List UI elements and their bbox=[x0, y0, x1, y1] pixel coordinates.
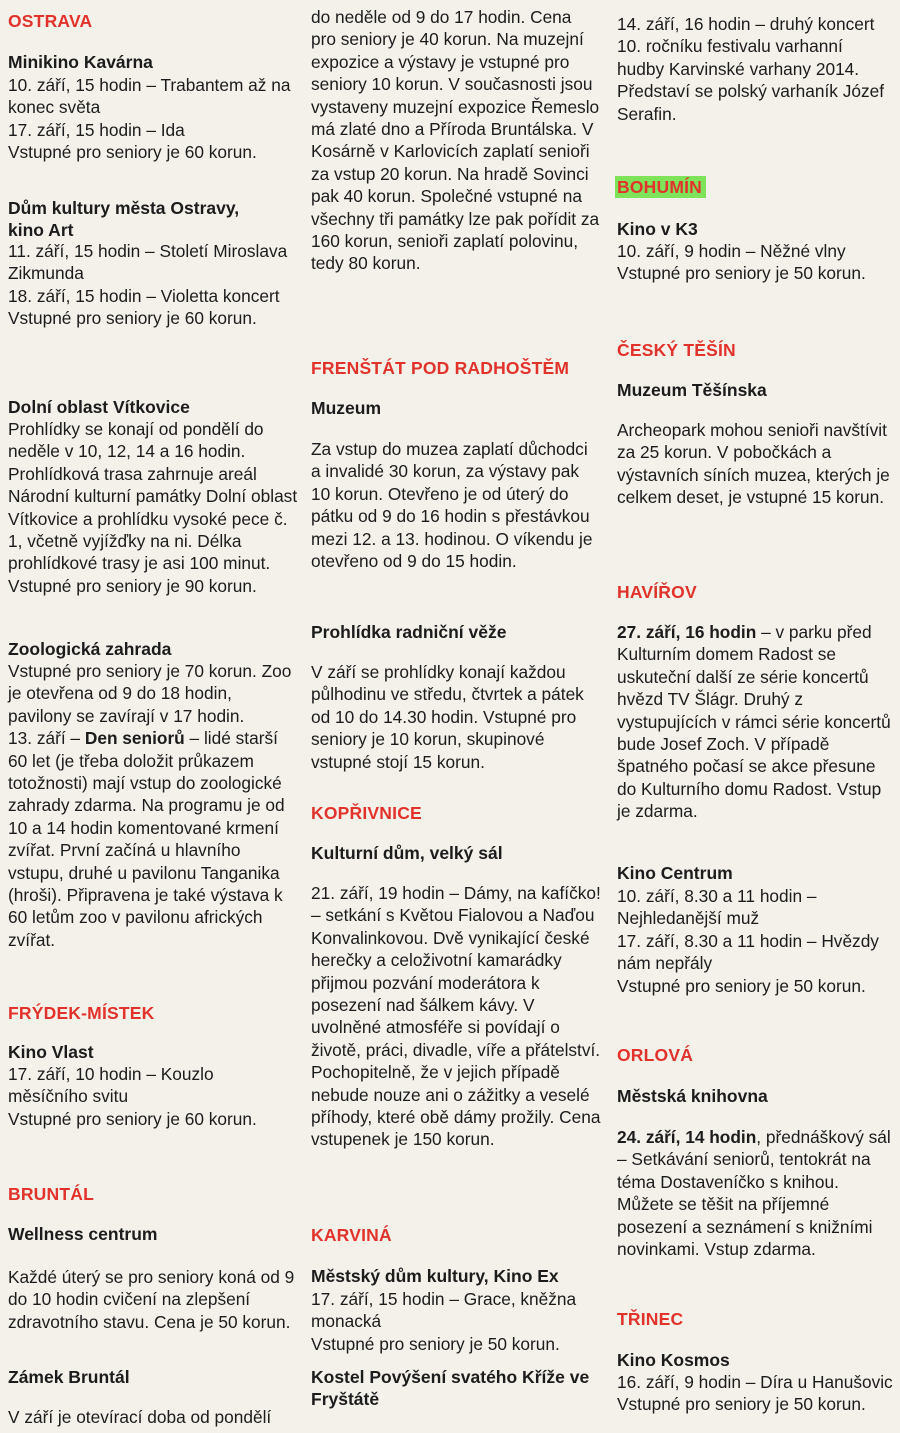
venue-title-kostel: Kostel Povýšení svatého Kříže ve Fryštátě bbox=[311, 1367, 590, 1410]
region-heading-cesky-tesin: ČESKÝ TĚŠÍN bbox=[617, 340, 736, 360]
venue-title-kino-kosmos: Kino Kosmos bbox=[617, 1350, 730, 1370]
venue-text-dk-ostrava: 11. září, 15 hodin – Století Miroslava Zikmunda 18. září, 15 hodin – Violetta koncert Vstupné pro seniory je 60 korun. bbox=[8, 241, 288, 329]
region-heading-frydek-mistek: FRÝDEK-MÍSTEK bbox=[8, 1003, 155, 1023]
venue-text-zoo bbox=[8, 660, 298, 951]
venue-text-kino-kosmos: 16. září, 9 hodin – Díra u Hanušovic Vstupné pro seniory je 50 korun. bbox=[617, 1372, 893, 1415]
venue-text-minikino-kavarna: 10. září, 15 hodin – Trabantem až na konec světa 17. září, 15 hodin – Ida Vstupné pro seniory je 60 korun. bbox=[8, 75, 291, 163]
havirov-text: – v parku před Kulturním domem Radost se uskuteční další ze série koncertů hvězd TV Šlágr. Druhý z vystupujících v rámci série koncertů bude Josef Zoch. V případě špatného počasí se akce přesune do Kulturního domu Radost. Vstup je zdarma. bbox=[617, 622, 891, 822]
zoo-text-part1: Vstupné pro seniory je 70 korun. Zoo je otevřena od 9 do 18 hodin, pavilony se zavírají v 17 hodin. 13. září – bbox=[8, 661, 292, 749]
region-heading-bruntal: BRUNTÁL bbox=[8, 1184, 94, 1204]
venue-title-mdk-kino-ex: Městský dům kultury, Kino Ex bbox=[311, 1266, 559, 1286]
venue-text-muzeum-frenstat: Za vstup do muzea zaplatí důchodci a invalidé 30 korun, za výstavy pak 10 korun. Otevřeno je od úterý do pátku od 9 do 16 hodin s přestávkou mezi 12. a 13. hodinou. O víkendu je otevřeno od 9 do 15 hodin. bbox=[311, 439, 593, 572]
venue-text-muzeum-tesinska: Archeopark mohou senioři navštívit za 25 korun. V pobočkách a výstavních síních muzea, kterých je celkem deset, je vstupné 15 korun. bbox=[617, 420, 890, 508]
venue-text-wellness: Každé úterý se pro seniory koná od 9 do 10 hodin cvičení na zlepšení zdravotního stavu. Cena je 50 korun. bbox=[8, 1267, 295, 1332]
orlova-date: 24. září, 14 hodin bbox=[617, 1127, 757, 1147]
orlova-text: , přednáškový sál – Setkávání seniorů, tentokrát na téma Dostaveníčko s knihou. Můžete se těšit na příjemné posezení a seznámení s knižními novinkami. Vstup zdarma. bbox=[617, 1127, 891, 1260]
venue-text-havirov-koncert bbox=[617, 621, 893, 823]
venue-title-mestska-knihovna: Městská knihovna bbox=[617, 1086, 768, 1106]
venue-text-kino-k3: 10. září, 9 hodin – Něžné vlny Vstupné pro seniory je 50 korun. bbox=[617, 241, 866, 284]
venue-text-radnicni-vez: V září se prohlídky konají každou půlhodinu ve středu, čtvrtek a pátek od 10 do 14.30 hodin. Vstupné pro seniory je 10 korun, skupinové vstupné stojí 15 korun. bbox=[311, 662, 584, 772]
region-heading-havirov: HAVÍŘOV bbox=[617, 582, 697, 602]
venue-title-kulturni-dum: Kulturní dům, velký sál bbox=[311, 843, 503, 863]
zoo-den-senioru: Den seniorů bbox=[84, 728, 185, 749]
venue-title-radnicni-vez: Prohlídka radniční věže bbox=[311, 622, 507, 642]
region-heading-karvina: KARVINÁ bbox=[311, 1225, 392, 1245]
venue-title-minikino-kavarna: Minikino Kavárna bbox=[8, 52, 153, 72]
region-heading-bohumin: BOHUMÍN bbox=[615, 176, 706, 198]
zoo-text-part2: – lidé starší 60 let (je třeba doložit průkazem totožnosti) mají vstup do zoologické zahrady zdarma. Na programu je od 10 a 14 hodin komentované krmení zvířat. První začíná u hlavního vstupu, druhé u pavilonu Tanganika (hroši). Připravena je také výstava k 60 letům zoo v pavilonu afrických zvířat. bbox=[8, 728, 285, 950]
venue-title-wellness: Wellness centrum bbox=[8, 1224, 158, 1244]
venue-title-kino-k3: Kino v K3 bbox=[617, 219, 698, 239]
venue-text-zamek-bruntal: V září je otevírací doba od pondělí bbox=[8, 1407, 272, 1427]
havirov-date: 27. září, 16 hodin bbox=[617, 622, 757, 642]
venue-text-kostel: 14. září, 16 hodin – druhý koncert 10. ročníku festivalu varhanní hudby Karvinské varhany 2014. Představí se polský varhaník Józef Serafin. bbox=[617, 14, 885, 124]
venue-title-kino-vlast: Kino Vlast bbox=[8, 1042, 94, 1062]
venue-text-zamek-bruntal-continued: do neděle od 9 do 17 hodin. Cena pro seniory je 40 korun. Na muzejní expozice a výstavy je vstupné pro seniory 10 korun. V současnosti jsou vystaveny muzejní expozice Řemeslo má zlaté dno a Příroda Bruntálska. V Kosárně v Karlovicích zaplatí senioři za vstup 20 korun. Na hradě Sovinci pak 40 korun. Společné vstupné na všechny tři památky lze pak pořídit za 160 korun, senioři zaplatí polovinu, tedy 80 korun. bbox=[311, 7, 600, 274]
venue-title-kino-centrum: Kino Centrum bbox=[617, 863, 733, 883]
venue-text-kulturni-dum: 21. září, 19 hodin – Dámy, na kafíčko! – setkání s Květou Fialovou a Naďou Konvalinkovou. Dvě vynikající české herečky a celoživotní kamarádky přijmou pozvání moderátora k posezení nad šálkem kávy. V uvolněné atmosféře si povídají o životě, práci, divadle, víře a přátelství. Pochopitelně, že v jejich případě nebude nouze ani o zážitky a veselé příhody, které obě dámy prožily. Cena vstupenek je 150 korun. bbox=[311, 883, 601, 1150]
venue-title-zoo: Zoologická zahrada bbox=[8, 639, 172, 659]
venue-text-mdk-kino-ex: 17. září, 15 hodin – Grace, kněžna monacká Vstupné pro seniory je 50 korun. bbox=[311, 1289, 577, 1354]
venue-title-vitkovice: Dolní oblast Vítkovice bbox=[8, 397, 190, 417]
venue-text-kino-vlast: 17. září, 10 hodin – Kouzlo měsíčního svitu Vstupné pro seniory je 60 korun. bbox=[8, 1064, 257, 1129]
venue-text-vitkovice: Prohlídky se konají od pondělí do neděle v 10, 12, 14 a 16 hodin. Prohlídková trasa zahrnuje areál Národní kulturní památky Dolní oblast Vítkovice a prohlídku vysoké pece č. 1, včetně vyjížďky na ni. Délka prohlídkové trasy je asi 100 minut. Vstupné pro seniory je 90 korun. bbox=[8, 419, 298, 596]
venue-text-kino-centrum: 10. září, 8.30 a 11 hodin – Nejhledanější muž 17. září, 8.30 a 11 hodin – Hvězdy nám nepřály Vstupné pro seniory je 50 korun. bbox=[617, 886, 879, 996]
region-heading-koprivnice: KOPŘIVNICE bbox=[311, 803, 422, 823]
venue-title-muzeum-tesinska: Muzeum Těšínska bbox=[617, 380, 767, 400]
venue-title-muzeum-frenstat: Muzeum bbox=[311, 398, 381, 418]
venue-title-zamek-bruntal: Zámek Bruntál bbox=[8, 1367, 130, 1387]
region-heading-orlova: ORLOVÁ bbox=[617, 1045, 694, 1065]
region-heading-trinec: TŘINEC bbox=[617, 1309, 684, 1329]
venue-title-dk-ostrava: Dům kultury města Ostravy, kino Art bbox=[8, 198, 240, 241]
region-heading-ostrava: OSTRAVA bbox=[8, 11, 93, 31]
venue-text-mestska-knihovna bbox=[617, 1126, 893, 1260]
region-heading-frenstat: FRENŠTÁT POD RADHOŠTĚM bbox=[311, 358, 570, 378]
